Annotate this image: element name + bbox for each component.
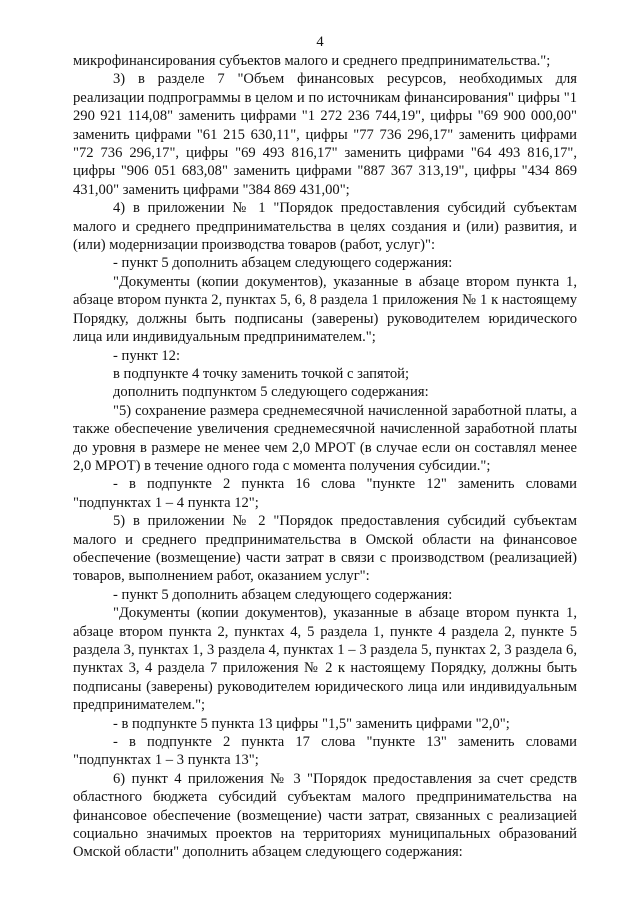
- paragraph-continuation: микрофинансирования субъектов малого и среднего предпринимательства.";: [73, 53, 551, 69]
- document-body: [73, 52, 577, 862]
- paragraph-subpoint-4: в подпункте 4 точку заменить точкой с запятой;: [113, 365, 410, 382]
- paragraph-item-3: 3) в разделе 7 "Объем финансовых ресурсов, необходимых для реализации подпрограммы в целом и по источникам финансирования" цифры "1 290 921 114,08" заменить цифрами "1 272 236 744,19", цифры "69 900 000,00" заменить цифрами "61 215 630,11", цифры "77 736 296,17" заменить цифрами "72 736 296,17", цифры "69 493 816,17" заменить цифрами "64 493 816,17", цифры "906 051 683,08" заменить цифрами "887 367 313,19", цифры "434 869 431,00" заменить цифрами "384 869 431,00";: [73, 71, 577, 198]
- paragraph-point-17: - в подпункте 2 пункта 17 слова "пункте 13" заменить словами "подпунктах 1 – 3 пункта 13";: [73, 734, 577, 769]
- paragraph-quote-documents-2: "Документы (копии документов), указанные в абзаце втором пункта 1, абзаце втором пункта 2, пунктах 4, 5 раздела 1, пункте 4 раздела 2, пункте 5 раздела 3, пунктах 1, 3 раздела 4, пунктах 1 – 3 раздела 5, пунктах 2, 3 раздела 6, пунктах 3, 4 раздела 7 приложения № 2 к настоящему Порядку, должны быть подписаны (заверены) руководителем юридического лица или индивидуальным предпринимателем.";: [73, 605, 577, 714]
- paragraph-quote-documents-1: "Документы (копии документов), указанные в абзаце втором пункта 1, абзаце втором пункта 2, пунктах 5, 6, 8 раздела 1 приложения № 1 к настоящему Порядку, должны быть подписаны (заверены) руководителем юридического лица или индивидуальным предпринимателем.";: [73, 273, 577, 346]
- page-number: 4: [316, 34, 324, 50]
- paragraph-item-4: 4) в приложении № 1 "Порядок предоставления субсидий субъектам малого и среднего предпринимательства в целях создания и (или) развития, и (или) модернизации производства товаров (работ, услуг)":: [73, 200, 577, 254]
- paragraph-point-5-intro-2: - пункт 5 дополнить абзацем следующего содержания:: [113, 586, 453, 603]
- paragraph-item-6: 6) пункт 4 приложения № 3 "Порядок предоставления за счет средств областного бюджета субсидий субъектам малого предпринимательства на финансовое обеспечение (возмещение) части затрат, связанных с реализацией социально значимых проектов на территориях муниципальных образований Омской области" дополнить абзацем следующего содержания:: [73, 770, 577, 861]
- paragraph-point-16: - в подпункте 2 пункта 16 слова "пункте 12" заменить словами "подпунктах 1 – 4 пункта 12";: [73, 476, 577, 511]
- paragraph-item-5: 5) в приложении № 2 "Порядок предоставления субсидий субъектам малого и среднего предпринимательства в Омской области на финансовое обеспечение (возмещение) части затрат в связи с производством (реализацией) товаров, выполнением работ, оказанием услуг":: [73, 513, 577, 585]
- paragraph-point-13: - в подпункте 5 пункта 13 цифры "1,5" заменить цифрами "2,0";: [113, 715, 510, 732]
- paragraph-quote-subpoint-5: "5) сохранение размера среднемесячной начисленной заработной платы, а также обеспечение увеличения среднемесячной начисленной заработной платы до уровня в размере не менее чем 2,0 МРОТ (в случае если он составлял менее 2,0 МРОТ) в течение одного года с момента получения субсидии.";: [73, 402, 577, 474]
- paragraph-point-5-intro: - пункт 5 дополнить абзацем следующего содержания:: [113, 255, 453, 272]
- paragraph-add-subpoint-5: дополнить подпунктом 5 следующего содержания:: [113, 384, 429, 401]
- paragraph-point-12: - пункт 12:: [113, 347, 180, 364]
